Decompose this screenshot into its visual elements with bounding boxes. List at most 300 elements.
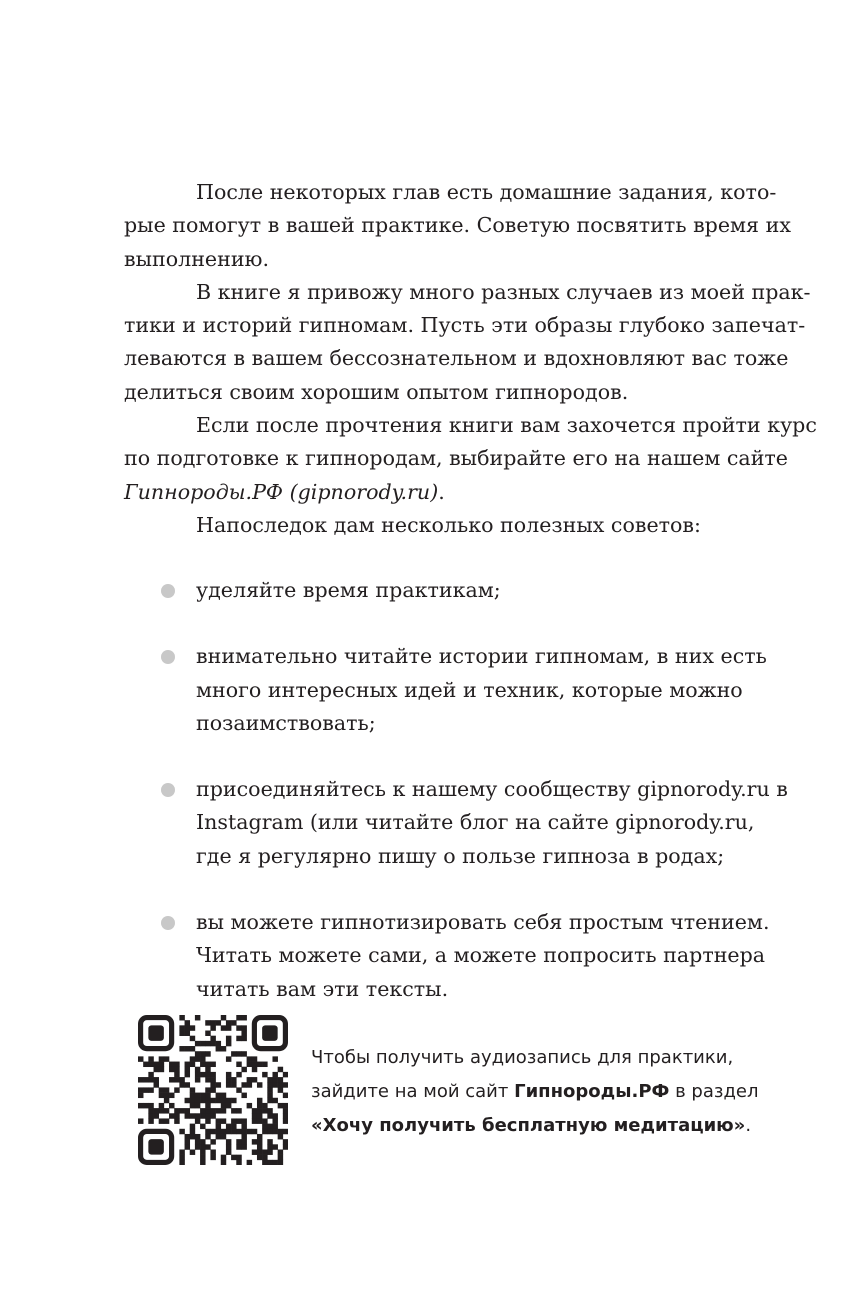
qr-module — [179, 1155, 184, 1160]
qr-module — [185, 1139, 190, 1144]
qr-module — [267, 1124, 272, 1129]
qr-module — [185, 1108, 190, 1113]
qr-module — [143, 1062, 148, 1067]
qr-module — [185, 1082, 190, 1087]
qr-module — [267, 1077, 272, 1082]
qr-module — [278, 1067, 283, 1072]
site-name-italic: Гипнороды.РФ (gipnorody.ru) — [124, 479, 439, 504]
qr-module — [179, 1129, 184, 1134]
qr-module — [257, 1139, 262, 1144]
qr-module — [154, 1062, 159, 1067]
text-line: внимательно читайте истории гипномам, в них есть — [196, 644, 767, 669]
qr-module — [190, 1093, 195, 1098]
text-line — [124, 476, 764, 509]
qr-module — [138, 1118, 143, 1123]
qr-module — [272, 1098, 277, 1103]
qr-module — [179, 1015, 184, 1020]
qr-module — [164, 1087, 169, 1092]
qr-module — [174, 1087, 179, 1092]
qr-module — [257, 1103, 262, 1108]
text-line: присоединяйтесь к нашему сообществу gipnorody.ru в — [196, 777, 788, 802]
paragraph — [124, 176, 791, 276]
qr-module — [200, 1108, 205, 1113]
qr-module — [174, 1077, 179, 1082]
qr-module — [200, 1144, 205, 1149]
qr-module — [278, 1149, 283, 1154]
bullet-dot-icon — [161, 783, 175, 797]
qr-module — [169, 1113, 174, 1118]
qr-module — [226, 1103, 231, 1108]
text-line: Читать можете сами, а можете попросить партнера — [196, 943, 766, 968]
qr-module — [221, 1046, 226, 1051]
qr-module — [205, 1077, 210, 1082]
qr-module — [210, 1036, 215, 1041]
qr-module — [210, 1108, 215, 1113]
qr-module — [179, 1082, 184, 1087]
qr-module — [159, 1103, 164, 1108]
qr-module — [216, 1129, 221, 1134]
qr-module — [283, 1103, 288, 1108]
qr-module — [216, 1041, 221, 1046]
qr-module — [252, 1056, 257, 1061]
qr-module — [236, 1025, 241, 1030]
qr-module — [169, 1067, 174, 1072]
qr-module — [241, 1025, 246, 1030]
qr-module — [143, 1077, 148, 1082]
qr-module — [169, 1093, 174, 1098]
qr-module — [226, 1072, 231, 1077]
qr-module — [205, 1020, 210, 1025]
qr-module — [241, 1118, 246, 1123]
qr-module — [200, 1072, 205, 1077]
qr-module — [185, 1062, 190, 1067]
qr-module — [221, 1160, 226, 1165]
qr-module — [247, 1062, 252, 1067]
qr-module — [226, 1077, 231, 1082]
qr-module — [148, 1108, 153, 1113]
qr-module — [221, 1093, 226, 1098]
qr-module — [231, 1051, 236, 1056]
qr-module — [138, 1093, 143, 1098]
qr-module — [143, 1103, 148, 1108]
qr-module — [241, 1051, 246, 1056]
qr-module — [148, 1113, 153, 1118]
qr-module — [179, 1025, 184, 1030]
qr-module — [231, 1098, 236, 1103]
qr-module — [195, 1093, 200, 1098]
site-link[interactable]: Гипнороды.РФ — [514, 1081, 670, 1102]
bullet-dot-icon — [161, 584, 175, 598]
qr-module — [195, 1041, 200, 1046]
qr-module — [190, 1087, 195, 1092]
qr-module — [278, 1103, 283, 1108]
qr-module — [221, 1155, 226, 1160]
qr-module — [159, 1056, 164, 1061]
qr-module — [174, 1108, 179, 1113]
qr-module — [236, 1129, 241, 1134]
qr-module — [226, 1041, 231, 1046]
free-meditation-section[interactable]: «Хочу получить бесплатную медитацию» — [311, 1115, 746, 1136]
qr-module — [205, 1129, 210, 1134]
qr-module — [267, 1129, 272, 1134]
qr-module — [257, 1118, 262, 1123]
list-item — [124, 574, 764, 607]
qr-module — [272, 1056, 277, 1061]
qr-module — [267, 1139, 272, 1144]
qr-module — [272, 1077, 277, 1082]
qr-module — [185, 1020, 190, 1025]
audio-promo — [311, 1041, 781, 1143]
qr-module — [247, 1129, 252, 1134]
qr-module — [241, 1124, 246, 1129]
qr-module — [272, 1129, 277, 1134]
qr-module — [216, 1108, 221, 1113]
qr-module — [231, 1108, 236, 1113]
qr-module — [278, 1129, 283, 1134]
qr-module — [205, 1087, 210, 1092]
qr-module — [247, 1103, 252, 1108]
qr-finder-inner — [148, 1025, 164, 1041]
qr-module — [154, 1108, 159, 1113]
qr-module — [210, 1020, 215, 1025]
qr-module — [252, 1077, 257, 1082]
qr-module — [205, 1108, 210, 1113]
qr-module — [236, 1139, 241, 1144]
qr-module — [257, 1155, 262, 1160]
qr-module — [205, 1067, 210, 1072]
qr-module — [190, 1056, 195, 1061]
qr-module — [200, 1041, 205, 1046]
qr-module — [226, 1036, 231, 1041]
qr-module — [272, 1144, 277, 1149]
qr-module — [159, 1108, 164, 1113]
qr-module — [267, 1149, 272, 1154]
qr-module — [195, 1098, 200, 1103]
qr-module — [185, 1025, 190, 1030]
qr-module — [236, 1155, 241, 1160]
paragraph — [124, 409, 817, 509]
qr-module — [283, 1113, 288, 1118]
qr-module — [241, 1015, 246, 1020]
qr-module — [283, 1093, 288, 1098]
qr-module — [174, 1072, 179, 1077]
qr-module — [200, 1062, 205, 1067]
qr-module — [210, 1077, 215, 1082]
qr-module — [205, 1051, 210, 1056]
qr-module — [216, 1098, 221, 1103]
qr-module — [138, 1087, 143, 1092]
qr-module — [185, 1072, 190, 1077]
qr-module — [267, 1160, 272, 1165]
qr-module — [226, 1098, 231, 1103]
text-line: леваются в вашем бессознательном и вдохновляют вас тоже — [124, 346, 789, 371]
qr-module — [148, 1077, 153, 1082]
qr-module — [278, 1160, 283, 1165]
qr-module — [226, 1025, 231, 1030]
text-line: Если после прочтения книги вам захочется пройти курс — [196, 413, 817, 438]
qr-module — [216, 1118, 221, 1123]
qr-module — [210, 1062, 215, 1067]
qr-module — [148, 1062, 153, 1067]
qr-module — [216, 1093, 221, 1098]
qr-module — [241, 1144, 246, 1149]
qr-module — [179, 1149, 184, 1154]
qr-module — [195, 1056, 200, 1061]
qr-module — [210, 1113, 215, 1118]
qr-module — [231, 1020, 236, 1025]
list-item — [124, 640, 767, 740]
text-line: где я регулярно пишу о пользе гипноза в родах; — [196, 843, 725, 868]
qr-module — [185, 1134, 190, 1139]
qr-finder-inner — [148, 1139, 164, 1155]
qr-module — [210, 1149, 215, 1154]
qr-module — [267, 1082, 272, 1087]
qr-module — [226, 1124, 231, 1129]
qr-module — [267, 1087, 272, 1092]
qr-module — [195, 1113, 200, 1118]
qr-module — [262, 1118, 267, 1123]
qr-module — [278, 1155, 283, 1160]
qr-module — [205, 1072, 210, 1077]
qr-module — [164, 1098, 169, 1103]
qr-module — [190, 1098, 195, 1103]
promo-text: зайдите на мой сайт — [311, 1081, 515, 1102]
qr-module — [236, 1072, 241, 1077]
qr-module — [241, 1036, 246, 1041]
qr-module — [216, 1134, 221, 1139]
qr-module — [154, 1113, 159, 1118]
qr-module — [200, 1139, 205, 1144]
qr-module — [221, 1108, 226, 1113]
qr-module — [267, 1108, 272, 1113]
qr-module — [195, 1118, 200, 1123]
qr-module — [205, 1118, 210, 1123]
qr-module — [210, 1098, 215, 1103]
list-item — [124, 773, 788, 873]
qr-module — [210, 1082, 215, 1087]
tips-list — [124, 574, 788, 1039]
qr-module — [210, 1139, 215, 1144]
text-punctuation: . — [438, 479, 445, 504]
qr-module — [159, 1087, 164, 1092]
qr-module — [262, 1149, 267, 1154]
paragraph — [124, 276, 811, 409]
qr-module — [164, 1108, 169, 1113]
qr-module — [174, 1113, 179, 1118]
qr-module — [159, 1067, 164, 1072]
qr-module — [221, 1103, 226, 1108]
qr-module — [226, 1139, 231, 1144]
qr-module — [190, 1124, 195, 1129]
qr-module — [236, 1051, 241, 1056]
qr-module — [169, 1103, 174, 1108]
qr-module — [236, 1087, 241, 1092]
qr-module — [185, 1067, 190, 1072]
qr-module — [195, 1067, 200, 1072]
bullet-dot-icon — [161, 650, 175, 664]
qr-module — [138, 1103, 143, 1108]
qr-module — [138, 1056, 143, 1061]
qr-module — [179, 1108, 184, 1113]
qr-module — [231, 1129, 236, 1134]
qr-module — [195, 1077, 200, 1082]
qr-module — [190, 1062, 195, 1067]
promo-line: Чтобы получить аудиозапись для практики, — [311, 1047, 734, 1068]
qr-module — [267, 1098, 272, 1103]
qr-module — [283, 1072, 288, 1077]
qr-module — [205, 1031, 210, 1036]
qr-module — [185, 1098, 190, 1103]
qr-module — [272, 1124, 277, 1129]
qr-module — [257, 1062, 262, 1067]
qr-module — [236, 1015, 241, 1020]
qr-module — [195, 1144, 200, 1149]
qr-module — [205, 1093, 210, 1098]
qr-module — [200, 1160, 205, 1165]
promo-text: в раздел — [669, 1081, 759, 1102]
text-line: В книге я привожу много разных случаев из моей прак- — [196, 279, 811, 304]
qr-module — [252, 1129, 257, 1134]
qr-module — [236, 1036, 241, 1041]
qr-module — [174, 1067, 179, 1072]
qr-module — [236, 1118, 241, 1123]
qr-module — [174, 1118, 179, 1123]
qr-module — [257, 1108, 262, 1113]
qr-module — [143, 1087, 148, 1092]
qr-module — [195, 1072, 200, 1077]
qr-module — [262, 1155, 267, 1160]
qr-module — [262, 1072, 267, 1077]
qr-module — [278, 1087, 283, 1092]
qr-module — [267, 1144, 272, 1149]
qr-module — [179, 1046, 184, 1051]
qr-module — [169, 1077, 174, 1082]
qr-module — [221, 1129, 226, 1134]
qr-module — [210, 1087, 215, 1092]
qr-module — [195, 1015, 200, 1020]
qr-module — [159, 1118, 164, 1123]
qr-module — [205, 1113, 210, 1118]
qr-module — [210, 1155, 215, 1160]
qr-module — [252, 1139, 257, 1144]
text-line: уделяйте время практикам; — [196, 578, 501, 602]
qr-module — [236, 1108, 241, 1113]
qr-module — [210, 1025, 215, 1030]
qr-module — [226, 1020, 231, 1025]
qr-module — [241, 1093, 246, 1098]
qr-module — [195, 1051, 200, 1056]
qr-module — [247, 1082, 252, 1087]
qr-module — [190, 1036, 195, 1041]
qr-module — [241, 1134, 246, 1139]
qr-module — [252, 1149, 257, 1154]
qr-module — [200, 1098, 205, 1103]
qr-module — [205, 1041, 210, 1046]
promo-line — [311, 1109, 781, 1143]
list-item — [124, 906, 770, 1006]
qr-module — [252, 1067, 257, 1072]
qr-module — [221, 1015, 226, 1020]
qr-module — [169, 1062, 174, 1067]
qr-module — [210, 1129, 215, 1134]
text-line: Напоследок дам несколько полезных советов: — [196, 512, 701, 537]
qr-module — [283, 1129, 288, 1134]
text-line: позаимствовать; — [196, 710, 376, 735]
qr-module — [174, 1062, 179, 1067]
qr-module — [210, 1072, 215, 1077]
qr-finder-inner — [262, 1025, 278, 1041]
qr-module — [236, 1062, 241, 1067]
qr-module — [216, 1020, 221, 1025]
qr-module — [185, 1046, 190, 1051]
qr-module — [226, 1056, 231, 1061]
qr-module — [257, 1098, 262, 1103]
qr-module — [148, 1103, 153, 1108]
qr-module — [241, 1031, 246, 1036]
qr-module — [241, 1082, 246, 1087]
text-line: много интересных идей и техник, которые можно — [196, 677, 743, 702]
qr-module — [200, 1051, 205, 1056]
qr-module — [179, 1160, 184, 1165]
qr-module — [195, 1103, 200, 1108]
text-line: читать вам эти тексты. — [196, 976, 449, 1001]
qr-module — [205, 1134, 210, 1139]
qr-module — [226, 1149, 231, 1154]
qr-module — [154, 1067, 159, 1072]
qr-module — [257, 1134, 262, 1139]
qr-module — [221, 1134, 226, 1139]
qr-module — [231, 1155, 236, 1160]
qr-module — [257, 1149, 262, 1154]
qr-module — [257, 1113, 262, 1118]
qr-module — [252, 1062, 257, 1067]
qr-module — [154, 1077, 159, 1082]
qr-module — [200, 1124, 205, 1129]
qr-module — [148, 1072, 153, 1077]
qr-module — [247, 1160, 252, 1165]
qr-module — [231, 1077, 236, 1082]
qr-module — [267, 1093, 272, 1098]
qr-module — [154, 1082, 159, 1087]
qr-module — [262, 1160, 267, 1165]
bullet-dot-icon — [161, 916, 175, 930]
qr-module — [252, 1108, 257, 1113]
qr-module — [148, 1056, 153, 1061]
qr-module — [252, 1113, 257, 1118]
qr-module — [221, 1118, 226, 1123]
qr-module — [195, 1134, 200, 1139]
qr-module — [190, 1129, 195, 1134]
qr-module — [190, 1113, 195, 1118]
qr-module — [205, 1103, 210, 1108]
qr-module — [159, 1062, 164, 1067]
qr-module — [236, 1144, 241, 1149]
qr-module — [216, 1046, 221, 1051]
qr-module — [236, 1160, 241, 1165]
qr-module — [262, 1103, 267, 1108]
text-line: Instagram (или читайте блог на сайте gipnorody.ru, — [196, 810, 755, 835]
qr-module — [185, 1031, 190, 1036]
text-line: рые помогут в вашей практике. Советую посвятить время их — [124, 213, 791, 238]
qr-module — [272, 1082, 277, 1087]
qr-module — [247, 1056, 252, 1061]
qr-module — [179, 1031, 184, 1036]
qr-module — [283, 1082, 288, 1087]
qr-module — [241, 1139, 246, 1144]
qr-code-icon[interactable] — [138, 1015, 288, 1165]
qr-module — [148, 1118, 153, 1123]
qr-module — [138, 1077, 143, 1082]
